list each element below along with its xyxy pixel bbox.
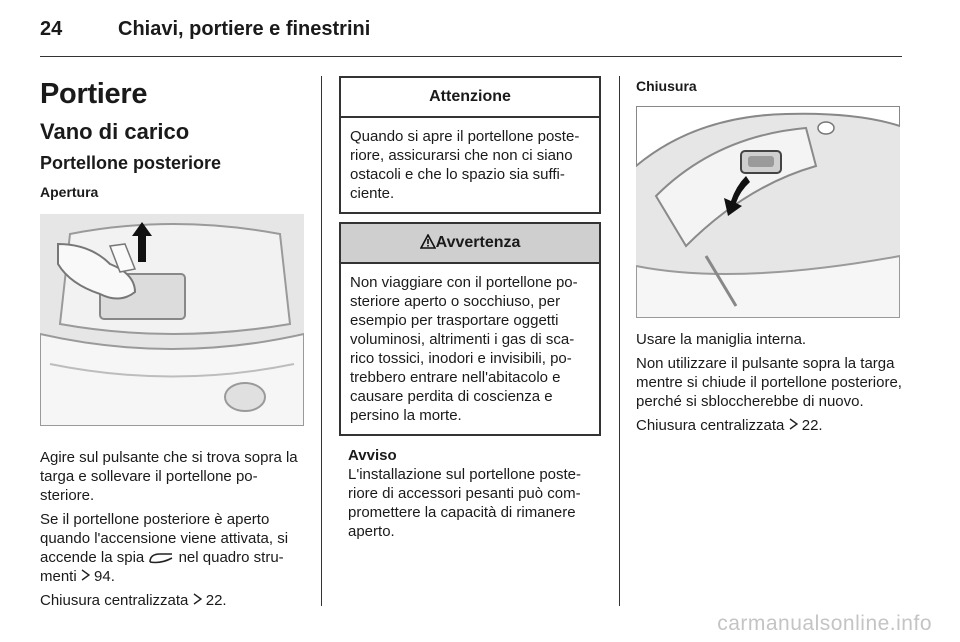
paragraph: Usare la maniglia interna. <box>636 331 807 348</box>
tailgate-opening-illustration <box>40 214 304 426</box>
reference-arrow-icon <box>81 569 90 581</box>
warning-box <box>339 222 601 436</box>
note-text: L'installazione sul portellone posteriore di accessori pesanti può compromettere la capacità di rimanere aperto. <box>348 466 582 540</box>
paragraph: Agire sul pulsante che si trova sopra la targa e sollevare il portellone posteriore. <box>40 449 298 504</box>
warning-text: Non viaggiare con il portellone posteriore aperto o socchiuso, per esempio per trasportare oggetti voluminosi, altrimenti i gas di scarico tossici, inodori e invisibili, potrebbero entrare nell'abitacolo e causare perdita di coscienza e persino la morte. <box>350 274 578 424</box>
warning-header <box>341 224 599 264</box>
closing-title: Chiusura <box>636 78 697 94</box>
section-title: Portiere <box>40 78 148 110</box>
warning-title: Avvertenza <box>435 234 521 251</box>
tailgate-open-lamp-icon <box>148 552 174 564</box>
page-reference[interactable]: 22. <box>205 592 227 609</box>
running-title: Chiavi, portiere e finestrini <box>118 18 371 40</box>
column-2 <box>339 76 601 541</box>
note-title: Avviso <box>348 447 397 464</box>
subtopic-title: Apertura <box>40 184 99 200</box>
tailgate-closing-illustration <box>636 106 900 318</box>
attention-title: Attenzione <box>341 78 599 118</box>
paragraph <box>40 510 305 586</box>
warning-triangle-icon <box>420 234 436 249</box>
paragraph-text: Chiusura centralizzata <box>40 592 189 609</box>
subsection-title: Vano di carico <box>40 119 190 144</box>
paragraph-text: Chiusura centralizzata <box>636 417 785 434</box>
attention-box <box>339 76 601 214</box>
paragraph <box>40 591 305 610</box>
column-divider <box>321 76 322 606</box>
attention-text: Quando si apre il portellone posteriore, assicurarsi che non ci siano ostacoli e che lo spazio sia sufficiente. <box>350 128 580 202</box>
watermark: carmanualsonline.info <box>717 612 932 635</box>
topic-title: Portellone posteriore <box>40 153 222 173</box>
page-reference[interactable]: 22. <box>801 417 823 434</box>
column-1 <box>40 70 305 610</box>
column-divider <box>619 76 620 606</box>
column-3 <box>636 70 902 435</box>
paragraph: Non utilizzare il pulsante sopra la targa mentre si chiude il portellone posteriore, perché si sbloccherebbe di nuovo. <box>636 355 902 410</box>
paragraph-text: nel quadro strumenti <box>40 549 284 585</box>
page-reference[interactable]: 94. <box>94 568 115 585</box>
page-header <box>40 0 902 57</box>
reference-arrow-icon <box>193 593 202 605</box>
paragraph <box>636 416 902 435</box>
paragraph-text: Se il portellone posteriore è aperto quando l'accensione viene attivata, si accende la spia <box>40 511 289 566</box>
reference-arrow-icon <box>789 418 798 430</box>
page-number: 24 <box>40 18 63 40</box>
